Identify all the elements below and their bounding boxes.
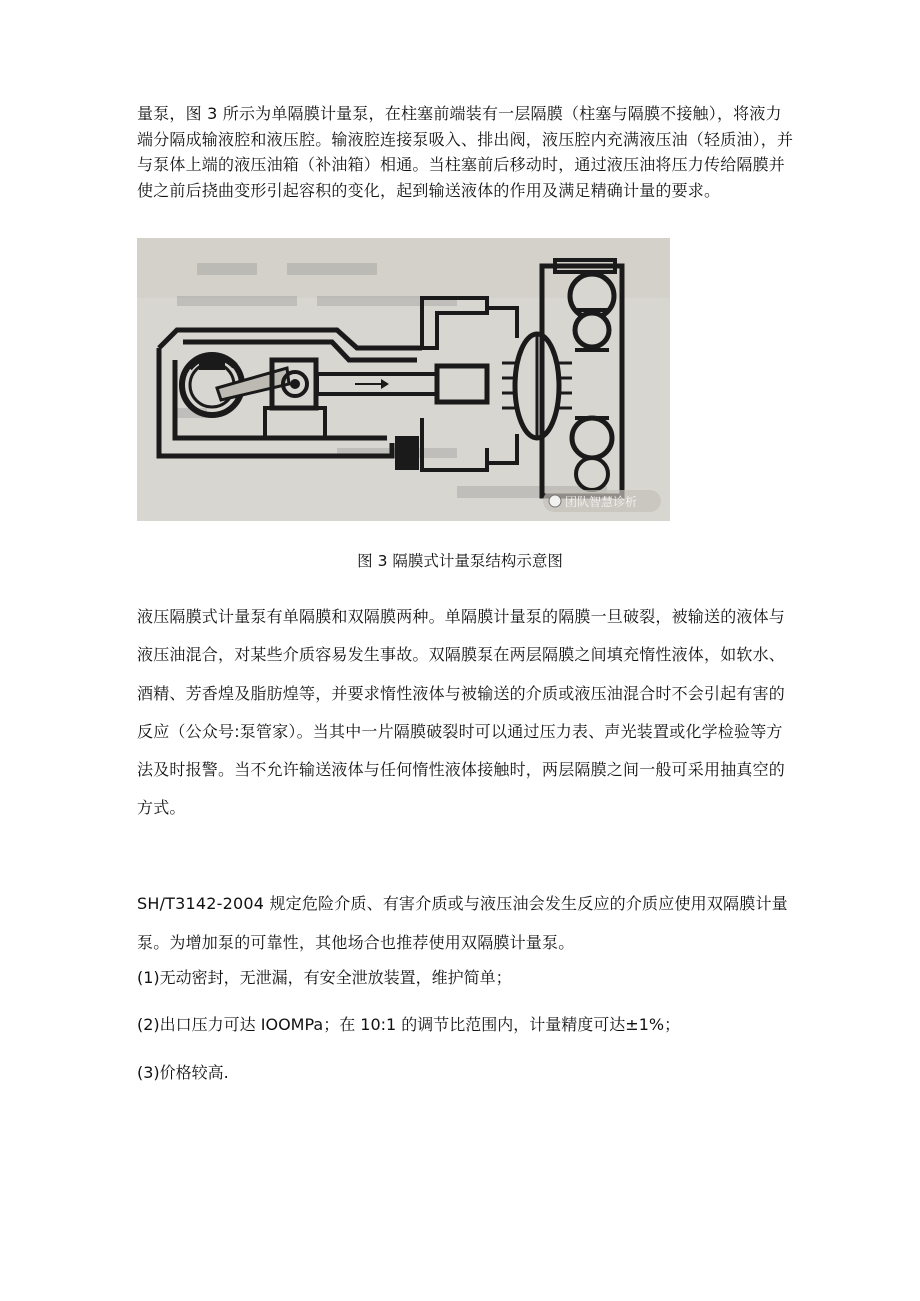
diaphragm-pump-drawing bbox=[137, 238, 670, 521]
feature-item-1: (1)无动密封，无泄漏，有安全泄放装置，维护简单； bbox=[137, 968, 512, 987]
feature-item-3: (3)价格较高. bbox=[137, 1063, 229, 1082]
figure-caption: 图 3 隔膜式计量泵结构示意图 bbox=[357, 552, 563, 570]
watermark-text: 团队智慧诊析 bbox=[565, 495, 638, 509]
diaphragm-types-paragraph: 液压隔膜式计量泵有单隔膜和双隔膜两种。单隔膜计量泵的隔膜一旦破裂，被输送的液体与液压油混合，对某些介质容易发生事故。双隔膜泵在两层隔膜之间填充惰性液体，如软水、酒精、芳香煌及脂肪煌等，并要求惰性液体与被输送的介质或液压油混合时不会引起有害的反应（公众号:泵管家）。当其中一片隔膜破裂时可以通过压力表、声光装置或化学检验等方法及时报警。当不允许输送液体与任何惰性液体接触时，两层隔膜之间一般可采用抽真空的方式。 bbox=[137, 607, 786, 818]
feature-item-2: (2)出口压力可达 IOOMPa；在 10:1 的调节比范围内，计量精度可达±1%； bbox=[137, 1015, 681, 1034]
standard-paragraph: SH/T3142-2004 规定危险介质、有害介质或与液压油会发生反应的介质应使用双隔膜计量泵。为增加泵的可靠性，其他场合也推荐使用双隔膜计量泵。 bbox=[137, 894, 788, 952]
pump-diagram-photo bbox=[137, 238, 670, 521]
intro-paragraph: 量泵，图 3 所示为单隔膜计量泵，在柱塞前端装有一层隔膜（柱塞与隔膜不接触），将液力端分隔成输液腔和液压腔。输液腔连接泵吸入、排出阀，液压腔内充满液压油（轻质油），并与泵体上端的液压油箱（补油箱）相通。当柱塞前后移动时，通过液压油将压力传给隔膜并使之前后挠曲变形引起容积的变化，起到输送液体的作用及满足精确计量的要求。 bbox=[137, 104, 794, 200]
